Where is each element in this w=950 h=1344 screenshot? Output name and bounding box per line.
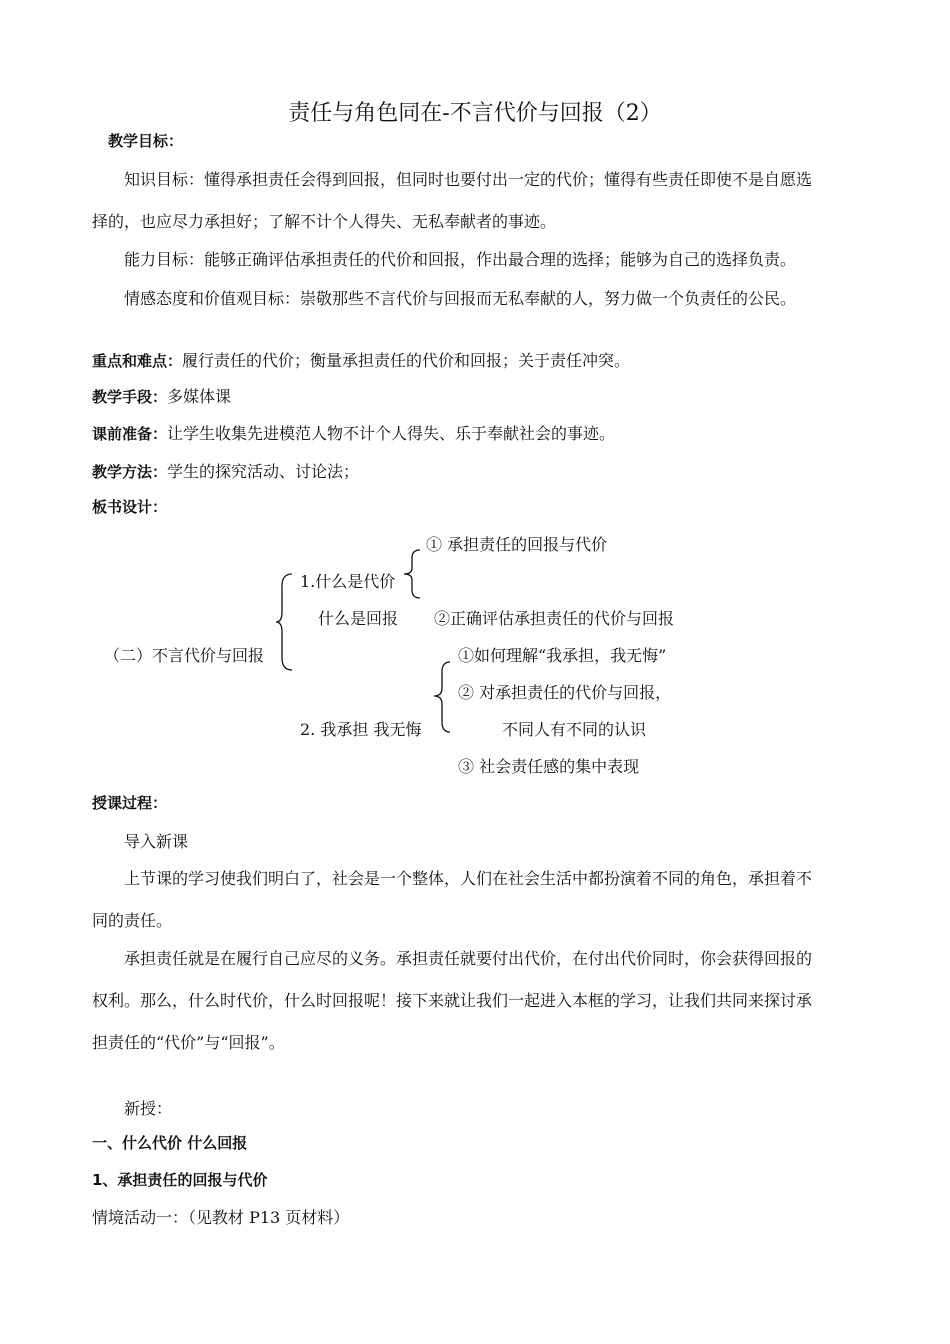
field-label: 教学手段：: [92, 388, 168, 406]
process-heading: 授课过程：: [92, 794, 168, 812]
board-root: （二）不言代价与回报: [104, 646, 265, 665]
intro-heading: 导入新课: [124, 832, 189, 851]
subsection1-heading: 1、承担责任的回报与代价: [92, 1171, 268, 1189]
field-label: 课前准备：: [92, 425, 168, 443]
section1-heading: 一、什么代价 什么回报: [92, 1134, 248, 1152]
field-value: 让学生收集先进模范人物不计个人得失、乐于奉献社会的事迹。: [167, 424, 616, 443]
ability-objective: 能力目标：能够正确评估承担责任的代价和回报，作出最合理的选择；能够为自己的选择负责。: [124, 250, 797, 269]
field-teaching-means: [92, 384, 231, 407]
knowledge-objective-line1: 知识目标：懂得承担责任会得到回报，但同时也要付出一定的代价；懂得有些责任即使不是自愿选: [124, 170, 813, 189]
field-teaching-method: [92, 459, 359, 482]
field-value: 学生的探究活动、讨论法；: [167, 462, 360, 481]
field-value: 履行责任的代价；衡量承担责任的代价和回报；关于责任冲突。: [182, 351, 631, 370]
emotion-objective: 情感态度和价值观目标：崇敬那些不言代价与回报而无私奉献的人，努力做一个负责任的公民。: [124, 289, 797, 308]
field-label: 重点和难点：: [92, 352, 183, 370]
board-branch2: 2. 我承担 我无悔: [300, 720, 422, 739]
board-b1-item2: ②正确评估承担责任的代价与回报: [434, 609, 675, 628]
activity1-text: 情境活动一：（见教材 P13 页材料）: [92, 1208, 350, 1227]
paragraph1-line1: 上节课的学习使我们明白了，社会是一个整体，人们在社会生活中都扮演着不同的角色，承担着不: [124, 869, 813, 888]
field-label: 教学方法：: [92, 463, 168, 481]
knowledge-objective-line2: 择的，也应尽力承担好；了解不计个人得失、无私奉献者的事迹。: [92, 212, 557, 231]
board-b2-item1: ①如何理解“我承担，我无悔”: [458, 646, 667, 665]
field-preparation: [92, 421, 615, 444]
field-key-points: [92, 348, 630, 371]
page-title: 责任与角色同在-不言代价与回报（2）: [288, 101, 662, 126]
paragraph2-line1: 承担责任就是在履行自己应尽的义务。承担责任就要付出代价，在付出代价同时，你会获得回报的: [124, 949, 813, 968]
paragraph2-line2: 权利。那么，什么时代价，什么时回报呢！接下来就让我们一起进入本框的学习，让我们共同来探讨承: [92, 991, 813, 1010]
board-b2-item2b: 不同人有不同的认识: [502, 720, 647, 739]
board-branch1b: 什么是回报: [318, 609, 399, 628]
board-root-brace: [276, 572, 296, 672]
objectives-heading: 教学目标：: [108, 132, 184, 150]
new-lesson-heading: 新授：: [124, 1099, 173, 1118]
board-b2-item3: ③ 社会责任感的集中表现: [458, 757, 640, 776]
field-board-design: [92, 496, 167, 517]
board-branch1: 1.什么是代价: [300, 572, 396, 591]
board-b1-item1: ① 承担责任的回报与代价: [426, 535, 608, 554]
board-branch2-brace: [432, 660, 452, 734]
board-b2-item2: ② 对承担责任的代价与回报，: [458, 683, 672, 702]
paragraph2-line3: 担责任的“代价”与“回报”。: [92, 1033, 285, 1052]
field-value: 多媒体课: [167, 387, 232, 406]
field-label: 板书设计：: [92, 498, 168, 516]
board-branch1-brace: [402, 548, 422, 600]
paragraph1-line2: 同的责任。: [92, 911, 173, 930]
